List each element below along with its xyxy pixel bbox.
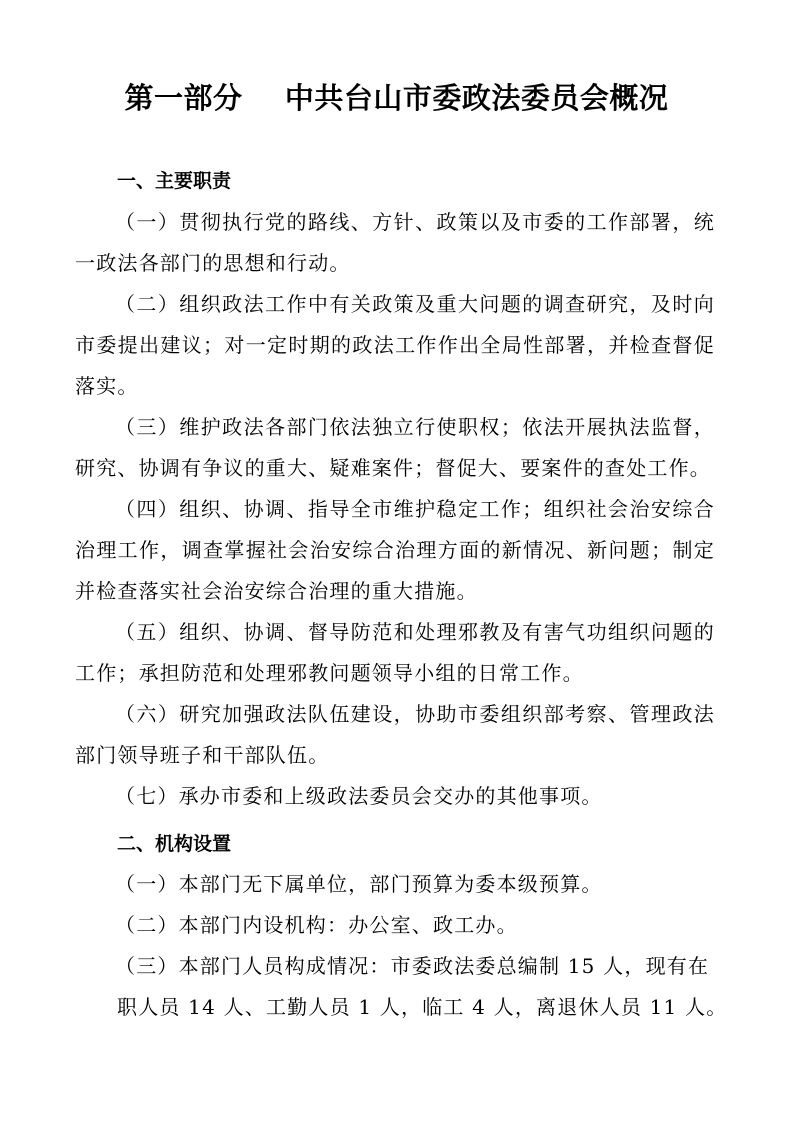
staff-composition-line: 职人员 14 人、工勤人员 1 人，临工 4 人，离退休人员 11 人。	[117, 995, 728, 1019]
section-heading-duties: 一、主要职责	[117, 170, 232, 192]
duty-paragraph: （七）承办市委和上级政法委员会交办的其他事项。	[115, 784, 603, 808]
duty-paragraph: （一）贯彻执行党的路线、方针、政策以及市委的工作部署，统一政法各部门的思想和行动。	[75, 210, 715, 275]
page-title: 第一部分 中共台山市委政法委员会概况	[124, 81, 669, 115]
organization-item: （一）本部门无下属单位，部门预算为委本级预算。	[115, 872, 603, 896]
section-heading-organization: 二、机构设置	[117, 833, 232, 855]
organization-item: （二）本部门内设机构：办公室、政工办。	[115, 913, 518, 937]
duty-paragraph: （四）组织、协调、指导全市维护稳定工作；组织社会治安综合治理工作，调查掌握社会治安综合治理方面的新情况、新问题；制定并检查落实社会治安综合治理的重大措施。	[75, 497, 715, 603]
duty-paragraph: （五）组织、协调、督导防范和处理邪教及有害气功组织问题的工作；承担防范和处理邪教问题领导小组的日常工作。	[75, 620, 715, 685]
duty-paragraph: （三）维护政法各部门依法独立行使职权；依法开展执法监督，研究、协调有争议的重大、疑难案件；督促大、要案件的查处工作。	[75, 415, 715, 480]
organization-item: （三）本部门人员构成情况：市委政法委总编制 15 人，现有在	[115, 954, 710, 978]
duty-paragraph: （二）组织政法工作中有关政策及重大问题的调查研究，及时向市委提出建议；对一定时期的政法工作作出全局性部署，并检查督促落实。	[75, 292, 715, 398]
duty-paragraph: （六）研究加强政法队伍建设，协助市委组织部考察、管理政法部门领导班子和干部队伍。	[75, 702, 715, 767]
